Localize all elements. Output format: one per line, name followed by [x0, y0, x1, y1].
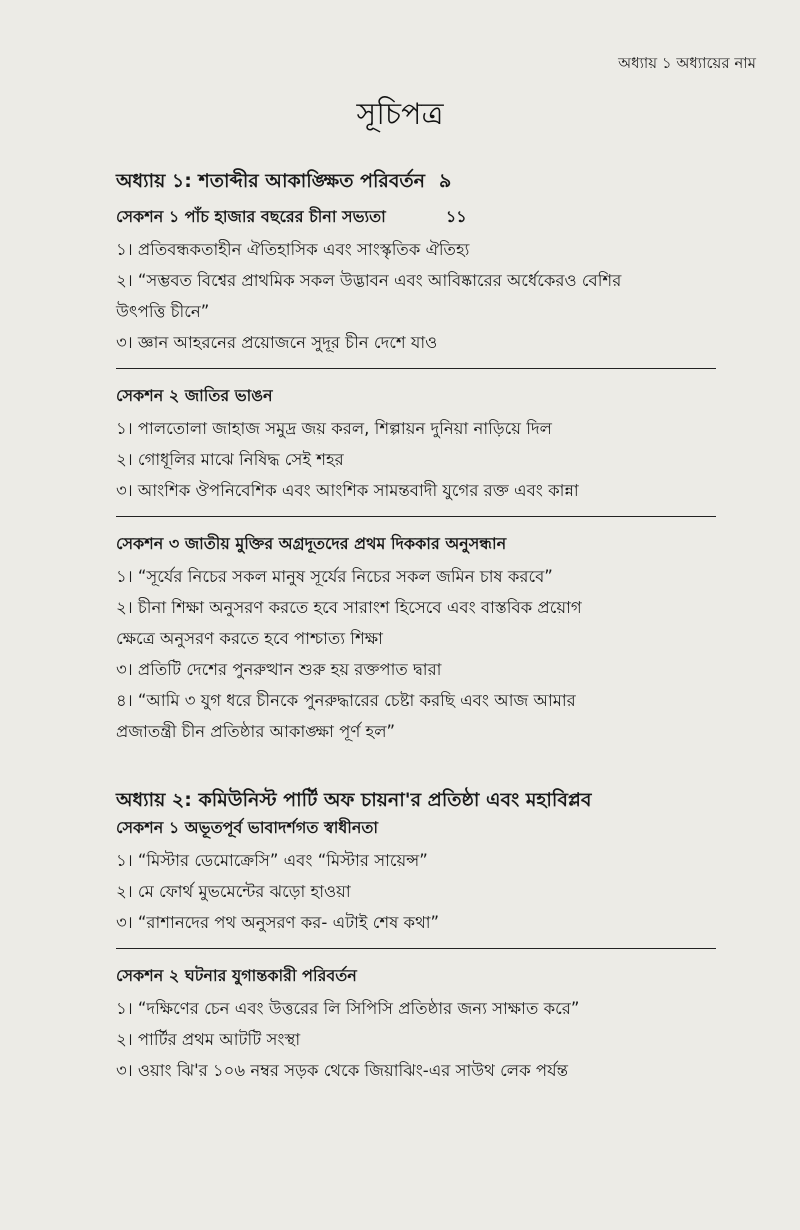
section-title: সেকশন ১ পাঁচ হাজার বছরের চীনা সভ্যতা	[116, 207, 386, 226]
chapter-title: অধ্যায় ১: শতাব্দীর আকাঙ্ক্ষিত পরিবর্তন	[116, 170, 426, 192]
section-title: সেকশন ২ ঘটনার যুগান্তকারী পরিবর্তন	[116, 966, 357, 985]
toc-entry: ১। “দক্ষিণের চেন এবং উত্তরের লি সিপিসি প্রতিষ্ঠার জন্য সাক্ষাত করে”	[116, 999, 580, 1018]
section-heading	[116, 815, 731, 841]
section-heading	[116, 383, 731, 409]
section-heading	[116, 963, 731, 989]
page-title: সূচিপত্র	[356, 97, 444, 132]
toc-entry: প্রজাতন্ত্রী চীন প্রতিষ্ঠার আকাঙ্ক্ষা পূর্ণ হল”	[116, 722, 396, 741]
toc-entry: ১। “মিস্টার ডেমোক্রেসি” এবং “মিস্টার সায়েন্স”	[116, 851, 428, 870]
section-2-1	[116, 815, 731, 938]
section-heading	[116, 531, 731, 557]
chapter-page-number: ৯	[439, 170, 452, 192]
toc-entry: ৩। জ্ঞান আহরনের প্রয়োজনে সুদূর চীন দেশে যাও	[116, 333, 438, 352]
chapter-heading	[116, 168, 731, 194]
section-heading	[116, 204, 731, 230]
section-1-2	[116, 383, 731, 506]
toc-entry: ১। পালতোলা জাহাজ সমুদ্র জয় করল, শিল্পায়ন দুনিয়া নাড়িয়ে দিল	[116, 419, 552, 438]
chapter-title: অধ্যায় ২: কমিউনিস্ট পার্টি অফ চায়না'র প্রতিষ্ঠা এবং মহাবিপ্লব	[116, 789, 592, 811]
chapter-heading	[116, 787, 731, 813]
section-divider	[116, 948, 716, 949]
section-divider	[116, 368, 716, 369]
toc-content	[116, 168, 731, 1110]
section-page-number: ১১	[445, 207, 467, 226]
toc-entry: ৪। “আমি ৩ যুগ ধরে চীনকে পুনরুদ্ধারের চেষ্টা করছি এবং আজ আমার	[116, 691, 576, 710]
chapter-2	[116, 787, 731, 1086]
chapter-1	[116, 168, 731, 747]
running-header: অধ্যায় ১ অধ্যায়ের নাম	[618, 54, 756, 72]
toc-entry: ১। প্রতিবন্ধকতাহীন ঐতিহাসিক এবং সাংস্কৃতিক ঐতিহ্য	[116, 240, 470, 259]
section-title: সেকশন ২ জাতির ভাঙন	[116, 386, 273, 405]
toc-entry: ২। গোধূলির মাঝে নিষিদ্ধ সেই শহর	[116, 450, 344, 469]
toc-entry: ২। চীনা শিক্ষা অনুসরণ করতে হবে সারাংশ হিসেবে এবং বাস্তবিক প্রয়োগ	[116, 598, 582, 617]
toc-entry: উৎপত্তি চীনে”	[116, 302, 210, 321]
toc-entry: ৩। ওয়াং ঝি'র ১০৬ নম্বর সড়ক থেকে জিয়াঝিং-এর সাউথ লেক পর্যন্ত	[116, 1061, 568, 1080]
toc-entry: ৩। আংশিক ঔপনিবেশিক এবং আংশিক সামন্তবাদী যুগের রক্ত এবং কান্না	[116, 481, 579, 500]
toc-entry: ২। মে ফোর্থ মুভমেন্টের ঝড়ো হাওয়া	[116, 882, 351, 901]
toc-entry: ক্ষেত্রে অনুসরণ করতে হবে পাশ্চাত্য শিক্ষা	[116, 629, 383, 648]
toc-entry: ৩। “রাশানদের পথ অনুসরণ কর- এটাই শেষ কথা”	[116, 913, 440, 932]
section-1-1	[116, 204, 731, 358]
section-2-2	[116, 963, 731, 1086]
section-divider	[116, 516, 716, 517]
section-title: সেকশন ১ অভূতপূর্ব ভাবাদর্শগত স্বাধীনতা	[116, 818, 379, 837]
toc-entry: ২। “সম্ভবত বিশ্বের প্রাথমিক সকল উদ্ভাবন এবং আবিষ্কারের অর্ধেকেরও বেশির	[116, 271, 622, 290]
toc-entry: ২। পার্টির প্রথম আটটি সংস্থা	[116, 1030, 301, 1049]
toc-entry: ১। “সূর্যের নিচের সকল মানুষ সূর্যের নিচের সকল জমিন চাষ করবে”	[116, 567, 553, 586]
section-title: সেকশন ৩ জাতীয় মুক্তির অগ্রদূতদের প্রথম দিককার অনুসন্ধান	[116, 534, 507, 553]
section-1-3	[116, 531, 731, 747]
toc-entry: ৩। প্রতিটি দেশের পুনরুত্থান শুরু হয় রক্তপাত দ্বারা	[116, 660, 442, 679]
